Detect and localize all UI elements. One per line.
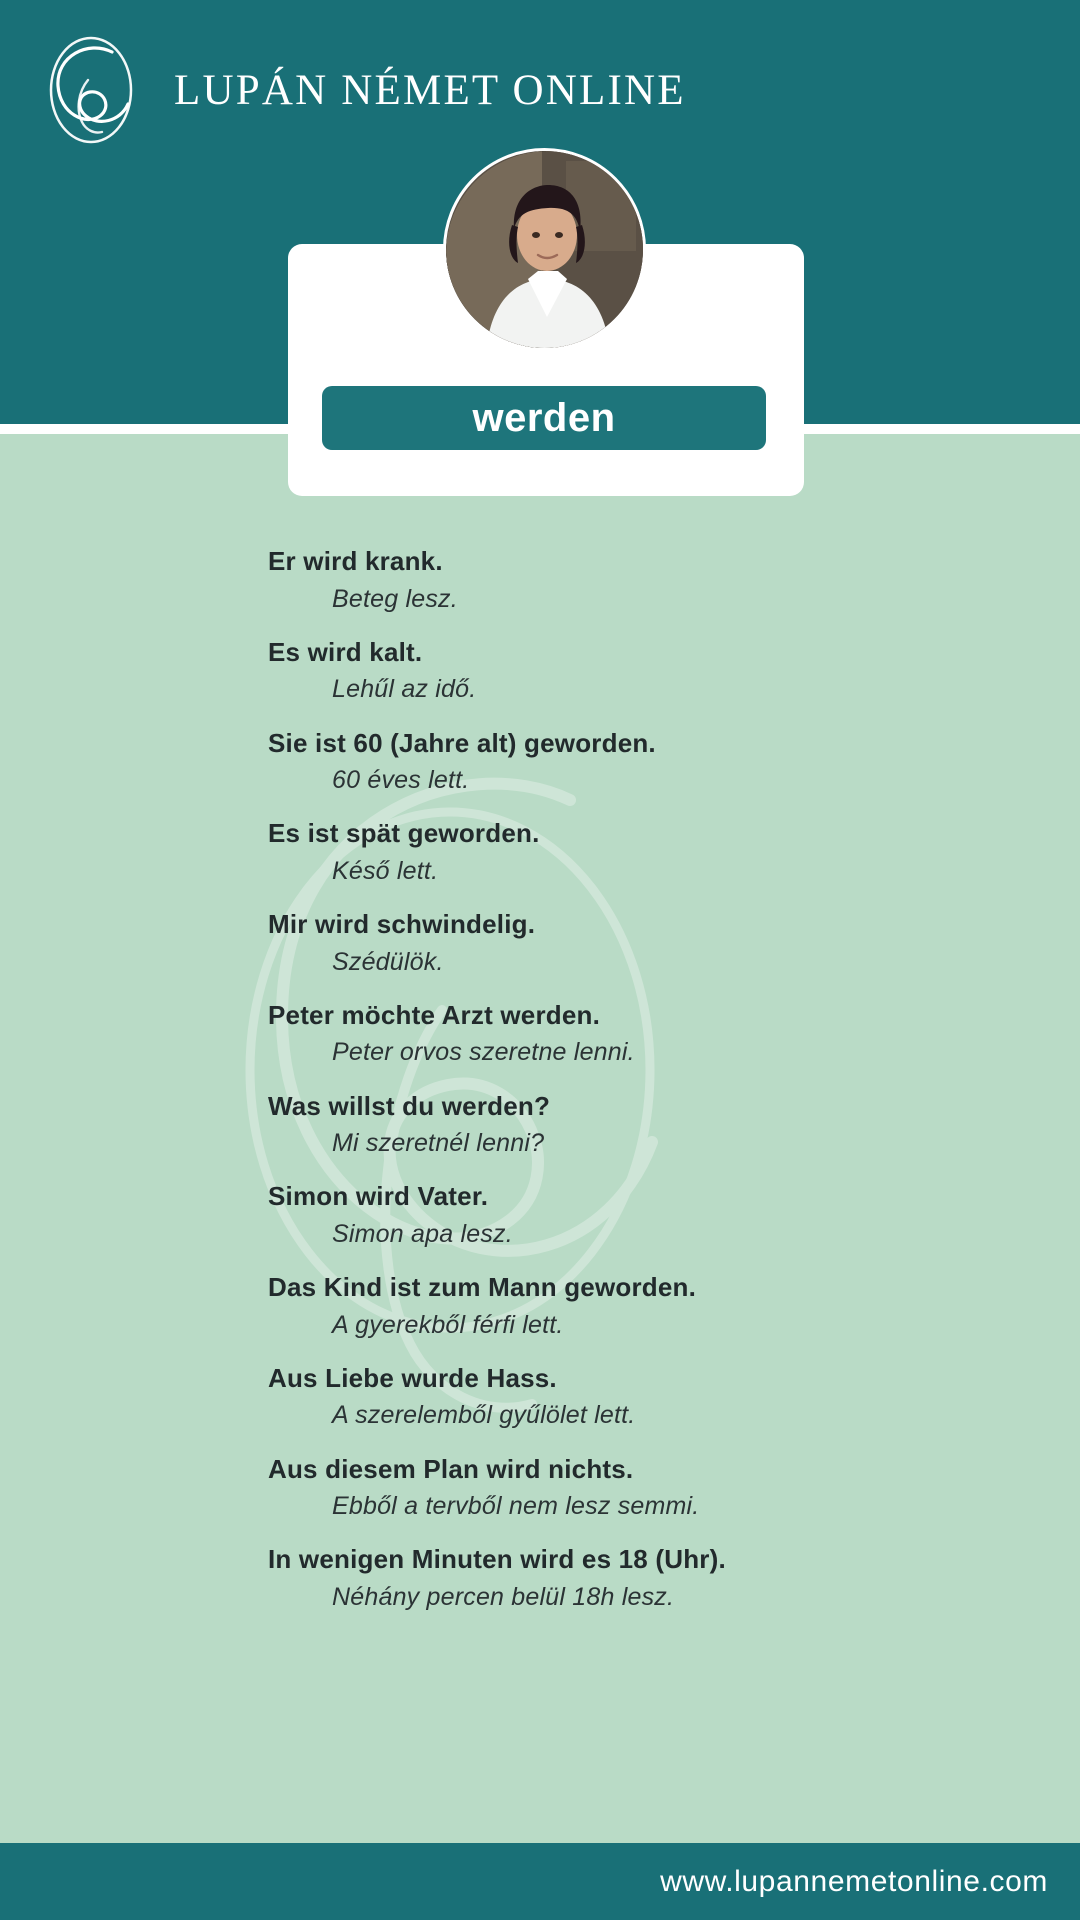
german-sentence: Mir wird schwindelig. bbox=[268, 909, 536, 939]
hungarian-translation: Késő lett. bbox=[332, 856, 439, 885]
list-item bbox=[0, 1453, 1080, 1523]
hungarian-translation: Simon apa lesz. bbox=[332, 1219, 513, 1248]
brand-title: LUPÁN NÉMET ONLINE bbox=[174, 66, 686, 114]
german-sentence: Peter möchte Arzt werden. bbox=[268, 999, 601, 1030]
hungarian-translation: Szédülök. bbox=[332, 947, 444, 976]
hungarian-translation: Néhány percen belül 18h lesz. bbox=[332, 1582, 675, 1611]
list-item bbox=[0, 727, 1080, 797]
german-sentence: Simon wird Vater. bbox=[268, 1181, 489, 1212]
german-sentence: In wenigen Minuten wird es 18 (Uhr). bbox=[268, 1544, 726, 1575]
word-chip bbox=[322, 386, 766, 450]
german-sentence: Es ist spät geworden. bbox=[268, 818, 540, 849]
hungarian-translation: Ebből a tervből nem lesz semmi. bbox=[332, 1492, 700, 1520]
german-sentence: Es wird kalt. bbox=[268, 636, 423, 667]
hungarian-translation: Peter orvos szeretne lenni. bbox=[332, 1038, 635, 1067]
german-sentence: Das Kind ist zum Mann geworden. bbox=[268, 1272, 697, 1302]
script-l-monogram-icon bbox=[28, 30, 148, 150]
list-item bbox=[0, 999, 1080, 1069]
list-item bbox=[0, 545, 1080, 615]
footer bbox=[0, 1843, 1080, 1920]
list-item bbox=[0, 1543, 1080, 1613]
german-sentence: Aus Liebe wurde Hass. bbox=[268, 1362, 557, 1393]
german-sentence: Er wird krank. bbox=[268, 546, 443, 576]
list-item bbox=[0, 636, 1080, 706]
brand bbox=[28, 30, 686, 150]
hungarian-translation: A gyerekből férfi lett. bbox=[332, 1310, 564, 1339]
list-item bbox=[0, 1090, 1080, 1160]
list-item bbox=[0, 817, 1080, 887]
list-item bbox=[0, 1271, 1080, 1341]
hungarian-translation: A szerelemből gyűlölet lett. bbox=[332, 1401, 636, 1430]
hungarian-translation: 60 éves lett. bbox=[332, 766, 470, 794]
german-sentence: Aus diesem Plan wird nichts. bbox=[268, 1453, 634, 1484]
avatar bbox=[443, 148, 646, 351]
hungarian-translation: Mi szeretnél lenni? bbox=[332, 1129, 545, 1157]
list-item bbox=[0, 1362, 1080, 1432]
hungarian-translation: Lehűl az idő. bbox=[332, 675, 477, 704]
website-url[interactable]: www.lupannemetonline.com bbox=[660, 1864, 1048, 1898]
hungarian-translation: Beteg lesz. bbox=[332, 584, 458, 613]
word-chip-label: werden bbox=[472, 395, 616, 440]
list-item bbox=[0, 1180, 1080, 1250]
german-sentence: Was willst du werden? bbox=[268, 1090, 551, 1121]
list-item bbox=[0, 908, 1080, 978]
german-sentence: Sie ist 60 (Jahre alt) geworden. bbox=[268, 727, 656, 758]
examples-list bbox=[0, 545, 1080, 1634]
